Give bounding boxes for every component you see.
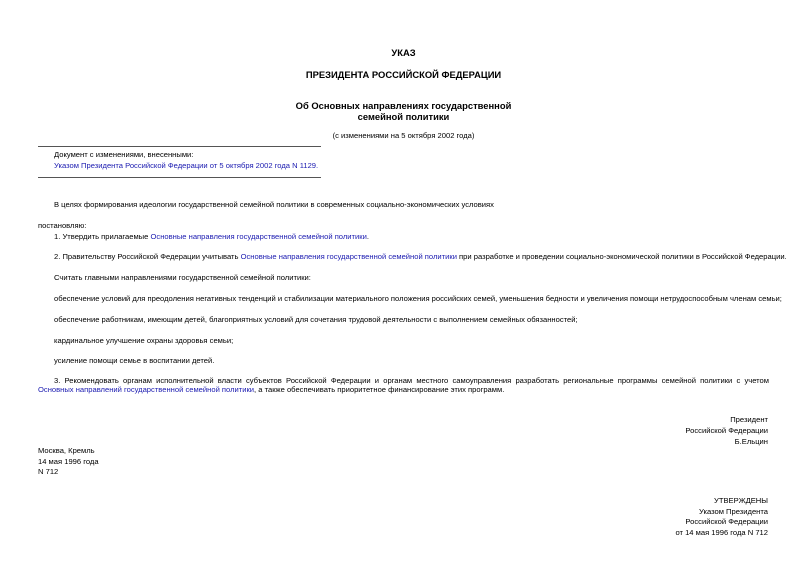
main-directions-intro: Считать главными направлениями государственной семейной политики: [54, 273, 311, 282]
approval-line-4: от 14 мая 1996 года N 712 [675, 528, 768, 537]
item-1-suffix: . [366, 232, 369, 241]
item-3-prefix: 3. Рекомендовать органам исполнительной власти субъектов Российской Федерации и органам местного самоуправления разработать региональные программы семейной политики с учетом [54, 376, 769, 385]
item-2-prefix: 2. Правительству Российской Федерации учитывать [54, 252, 241, 261]
changes-box-label: Документ с изменениями, внесенными: [54, 150, 194, 159]
decree-issuer: ПРЕЗИДЕНТА РОССИЙСКОЙ ФЕДЕРАЦИИ [305, 69, 502, 80]
signing-place: Москва, Кремль [38, 446, 95, 455]
amendment-note: (с изменениями на 5 октября 2002 года) [332, 131, 475, 140]
approval-line-2: Указом Президента [699, 507, 768, 516]
item-3-suffix: , а также обеспечивать приоритетное финансирование этих программ. [254, 385, 505, 395]
direction-1: обеспечение условий для преодоления негативных тенденций и стабилизации материального положения российских семей, уменьшения бедности и увеличения помощи нетрудоспособным членам семьи; [54, 294, 782, 303]
decree-title: УКАЗ [391, 47, 416, 58]
preamble-text: В целях формирования идеологии государственной семейной политики в современных социально-экономических условиях [54, 200, 494, 209]
decree-number: N 712 [38, 467, 59, 476]
signature-name: Б.Ельцин [734, 437, 768, 446]
item-1-prefix: 1. Утвердить прилагаемые [54, 232, 151, 241]
amending-decree-link[interactable]: Указом Президента Российской Федерации от 5 октября 2002 года N 1129. [54, 161, 319, 170]
item-3-link[interactable]: Основных направлений государственной семейной политики [38, 385, 255, 395]
item-1 [54, 232, 369, 241]
approval-heading: УТВЕРЖДЕНЫ [714, 496, 768, 505]
item-3 [38, 376, 769, 395]
changes-box-top-rule [38, 146, 321, 147]
item-2 [54, 252, 787, 261]
signature-title: Президент [730, 415, 768, 424]
changes-box-bottom-rule [38, 177, 321, 178]
direction-2: обеспечение работникам, имеющим детей, благоприятных условий для сочетания трудовой деятельности с выполнением семейных обязанностей; [54, 315, 578, 324]
item-2-suffix: при разработке и проведении социально-экономической политики в Российской Федерации. [456, 252, 787, 261]
direction-3: кардинальное улучшение охраны здоровья семьи; [54, 336, 234, 345]
signing-date: 14 мая 1996 года [38, 457, 99, 466]
decree-word: постановляю: [38, 221, 87, 230]
signature-country: Российской Федерации [685, 426, 768, 435]
decree-subject-line1: Об Основных направлениях государственной [295, 100, 512, 111]
decree-subject-line2: семейной политики [357, 111, 450, 122]
approval-line-3: Российской Федерации [685, 517, 768, 526]
item-1-link[interactable]: Основные направления государственной семейной политики [150, 232, 367, 241]
direction-4: усиление помощи семье в воспитании детей. [54, 356, 215, 365]
item-2-link[interactable]: Основные направления государственной семейной политики [240, 252, 457, 261]
